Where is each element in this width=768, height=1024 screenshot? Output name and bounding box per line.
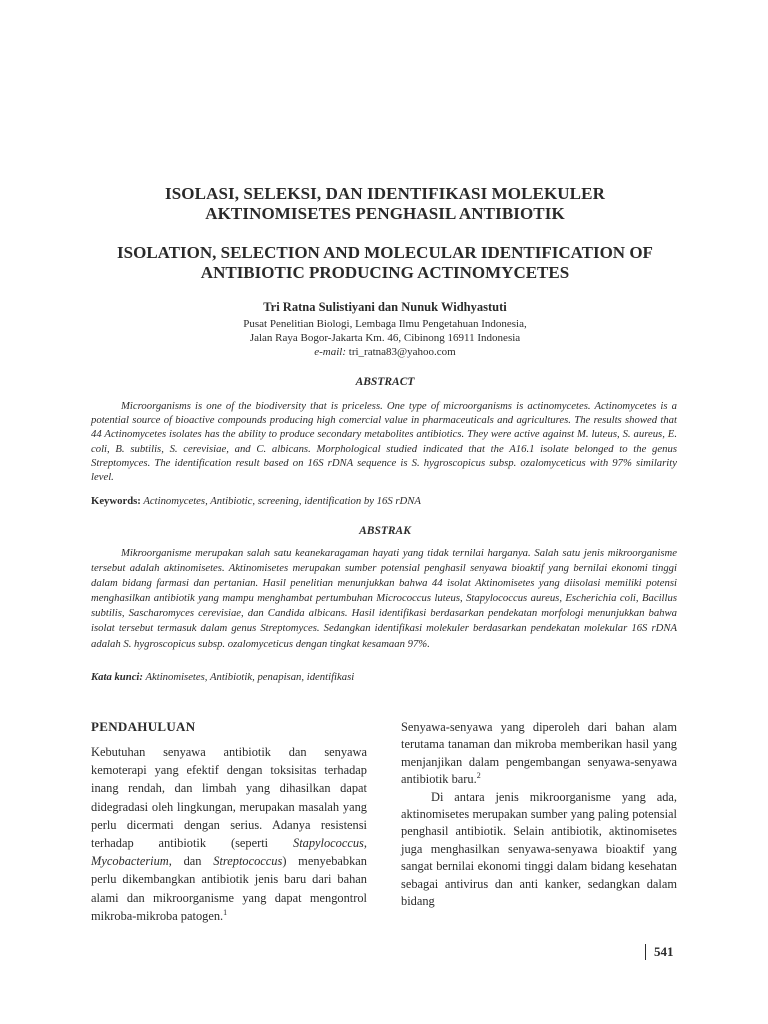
keywords-text: Actinomycetes, Antibiotic, screening, identification by 16S rDNA bbox=[140, 495, 421, 507]
intro-species-1: Stapylococcus bbox=[293, 836, 364, 851]
intro-text-c: , dan bbox=[168, 854, 214, 869]
column-left bbox=[91, 719, 367, 925]
title-indonesian-line2: AKTINOMISETES PENGHASIL ANTIBIOTIK bbox=[205, 204, 565, 223]
title-indonesian bbox=[90, 184, 680, 224]
intro-paragraph-3: Di antara jenis mikroorganisme yang ada, aktinomisetes merupakan sumber yang paling potensial penghasil antibiotik. Selain antibiotik, aktinomisetes juga menghasilkan senyawa-senyawa bioaktif yang sangat bernilai ekonomi tinggi dalam bidang kesehatan sebagai antivirus dan anti kanker, sedangkan dalam bidang bbox=[401, 789, 677, 909]
intro-text-a: Kebutuhan senyawa antibiotik dan senyawa kemoterapi yang efektif dengan toksisitas terhadap inang rendah, dan limbah yang dihasilkan dapat didegradasi oleh lingkungan, merupakan masalah yang perlu dicermati dengan serius. Adanya resistensi terhadap antibiotik (seperti bbox=[91, 745, 367, 851]
intro-paragraph-1 bbox=[91, 743, 367, 925]
title-english-line2: ANTIBIOTIC PRODUCING ACTINOMYCETES bbox=[200, 263, 570, 282]
section-heading-pendahuluan: PENDAHULUAN bbox=[91, 719, 196, 734]
kata-kunci-text: Aktinomisetes, Antibiotik, penapisan, identifikasi bbox=[142, 671, 355, 683]
citation-ref-2: 2 bbox=[476, 771, 481, 781]
intro-text-d: ) menyebabkan perlu dikembangkan antibiotik jenis baru dari bahan alami dan mikroorganisme yang dapat mengontrol mikroba-mikroba patogen. bbox=[91, 854, 367, 923]
authors: Tri Ratna Sulistiyani dan Nunuk Widhyastuti bbox=[263, 300, 507, 314]
title-indonesian-line1: ISOLASI, SELEKSI, DAN IDENTIFIKASI MOLEKULER bbox=[165, 184, 605, 203]
affiliation-line1: Pusat Penelitian Biologi, Lembaga Ilmu Pengetahuan Indonesia, bbox=[243, 318, 527, 330]
intro-paragraph-2 bbox=[401, 719, 677, 789]
intro-text-right-1: Senyawa-senyawa yang diperoleh dari bahan alam terutama tanaman dan mikroba memberikan hasil yang menjanjikan dalam pengembangan senyawa-senyawa antibiotik baru. bbox=[401, 720, 677, 787]
intro-text-b: , bbox=[363, 836, 367, 851]
kata-kunci bbox=[91, 670, 677, 684]
abstract-heading: ABSTRACT bbox=[355, 376, 415, 388]
keywords-label: Keywords: bbox=[91, 495, 141, 507]
abstrak-heading: ABSTRAK bbox=[359, 525, 411, 537]
abstract-body: Microorganisms is one of the biodiversity that is priceless. One type of microorganisms is actinomycetes. Actinomycetes is a potential source of bioactive compounds producing high comercial value in pharmaceuticals and agricultures. The results showed that 44 Actinomycetes isolates has the ability to produce secondary metabolites antibiotics. They were active against M. luteus, S. aureus, E. coli, B. subtilis, S. cerevisiae, and C. albicans. Morphological studied indicated that the A16.1 isolate belonged to the genus Streptomyces. The identification result based on 16S rDNA sequence is S. hygroscopicus subsp. ozalomyceticus with 97% similarity level. bbox=[91, 400, 677, 484]
abstrak-body: Mikroorganisme merupakan salah satu keanekaragaman hayati yang tidak ternilai harganya. Salah satu jenis mikroorganisme tersebut adalah aktinomisetes. Aktinomisetes merupakan sumber potensial penghasil senyawa bioaktif yang bernilai ekonomi tinggi dalam bidang farmasi dan pertanian. Hasil penelitian menunjukkan bahwa 44 isolat Aktinomisetes yang diisolasi memiliki potensi menghasilkan antibiotik yang mampu menghambat pertumbuhan Micrococcus luteus, Stapylococcus aureus, Escherichia coli, Bacillus subtilis, Sascharomyces cerevisiae, dan Candida albicans. Hasil identifikasi berdasarkan pendekatan morfologi menunjukkan bahwa isolat tersebut termasuk dalam genus Streptomyces. Sedangkan identifikasi molekuler berdasarkan pendekatan molekular 16S rDNA adalah S. hygroscopicus subsp. ozalomyceticus dengan tingkat kesamaan 97%. bbox=[91, 547, 677, 650]
affiliation-email-line bbox=[90, 345, 680, 359]
intro-species-2: Mycobacterium bbox=[91, 854, 169, 869]
column-right bbox=[401, 719, 677, 910]
intro-species-3: Streptococcus bbox=[213, 854, 283, 869]
title-english bbox=[90, 243, 680, 283]
citation-ref-1: 1 bbox=[223, 907, 228, 917]
email-label: e-mail: bbox=[314, 346, 347, 358]
keywords bbox=[91, 494, 677, 508]
title-english-line1: ISOLATION, SELECTION AND MOLECULAR IDENTIFICATION OF bbox=[117, 243, 653, 262]
affiliation bbox=[90, 317, 680, 359]
email-address: tri_ratna83@yahoo.com bbox=[346, 346, 456, 358]
page-number: 541 bbox=[645, 944, 674, 960]
kata-kunci-label: Kata kunci: bbox=[91, 671, 143, 683]
affiliation-line2: Jalan Raya Bogor-Jakarta Km. 46, Cibinong 16911 Indonesia bbox=[249, 332, 521, 344]
